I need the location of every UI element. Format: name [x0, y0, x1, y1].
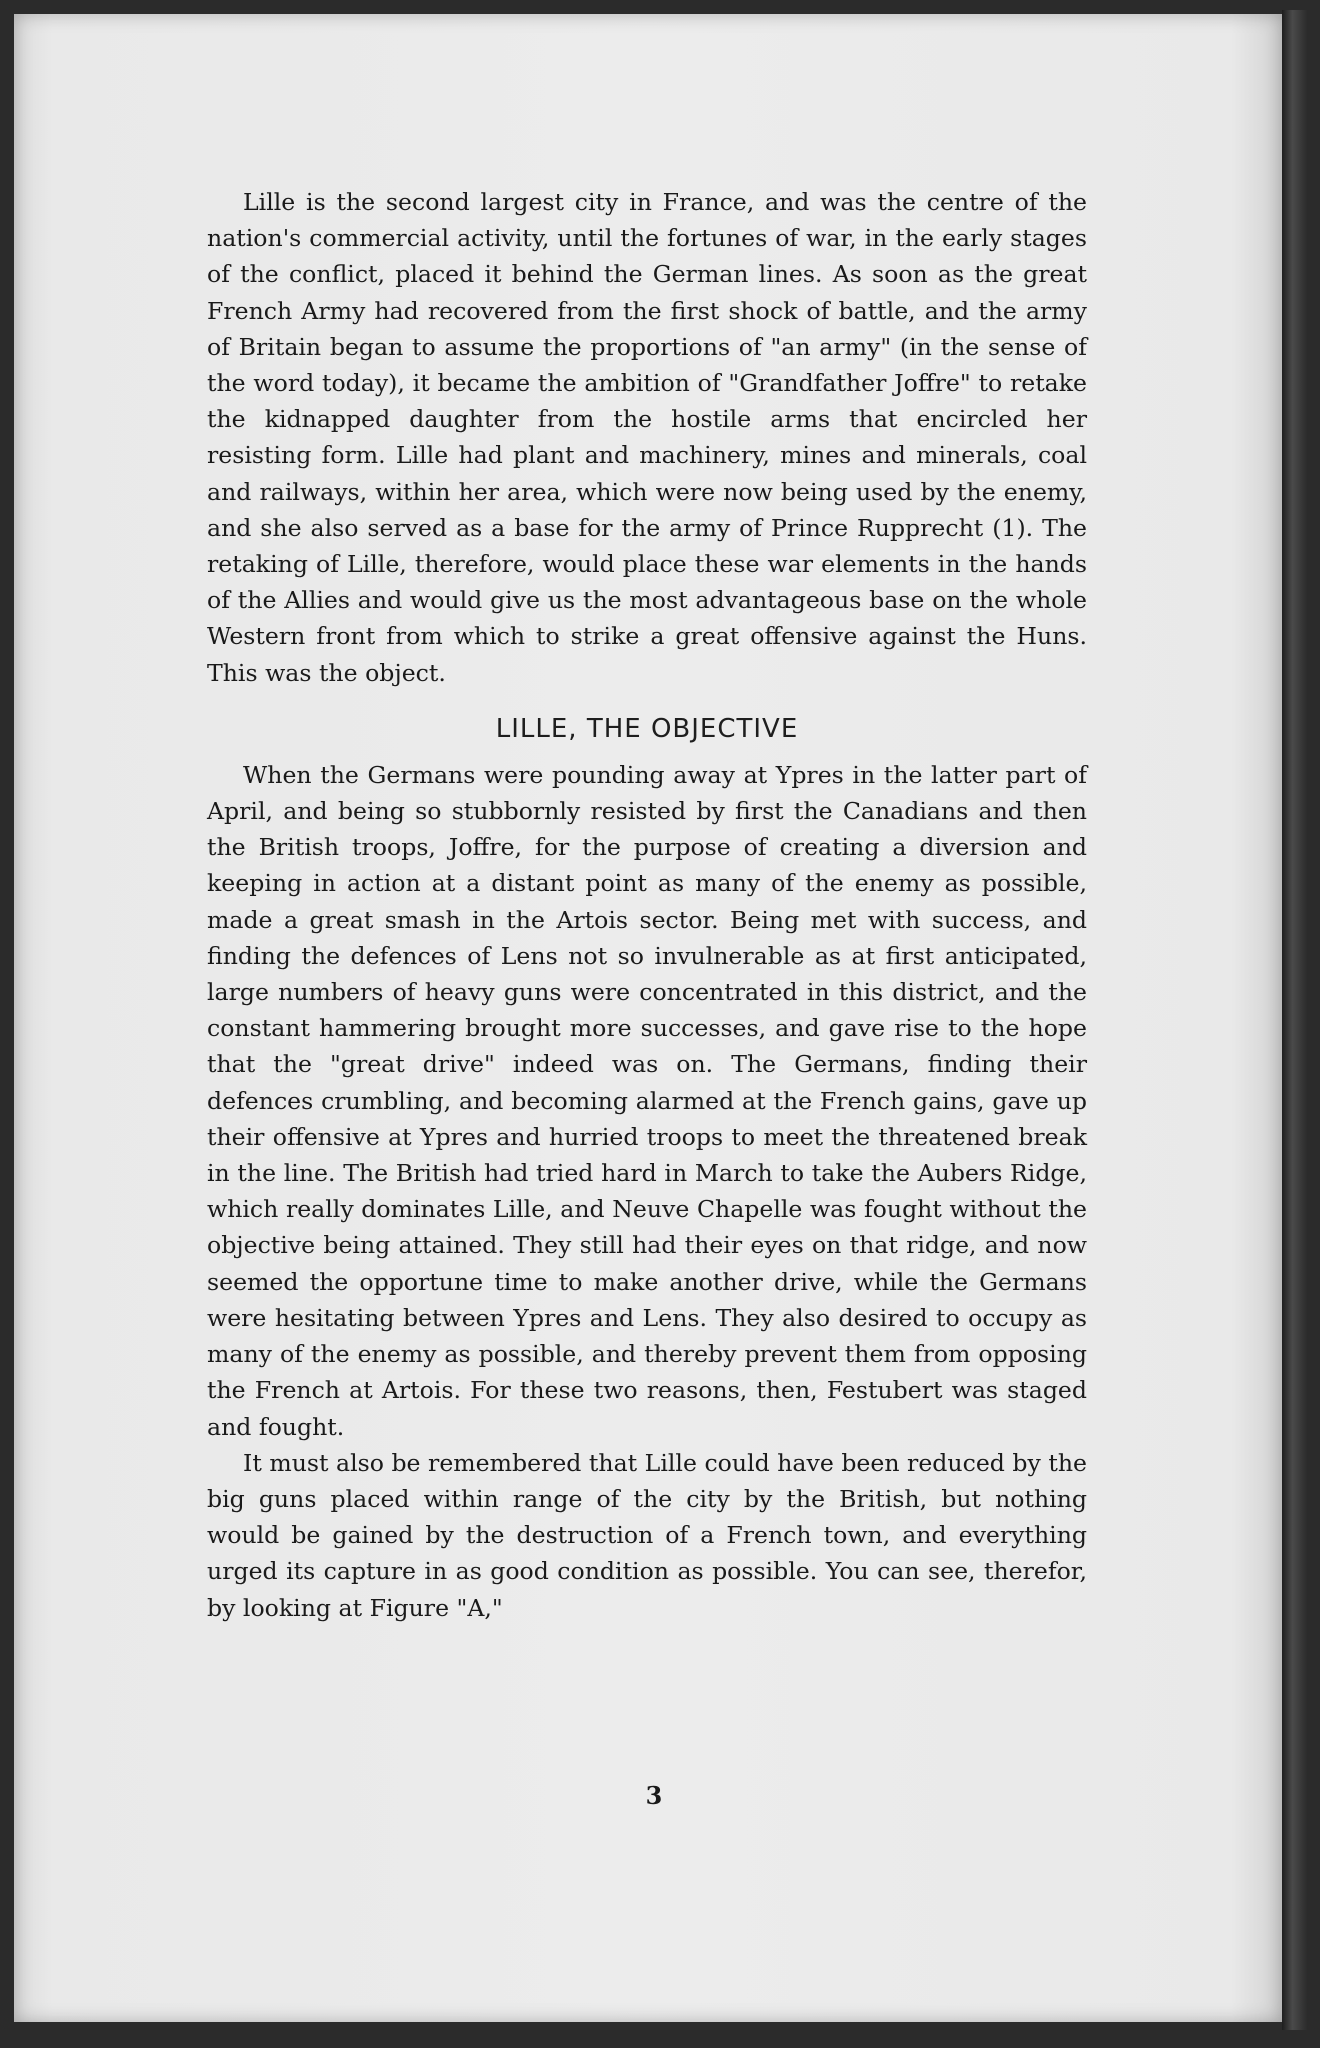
body-text — [207, 184, 1087, 1626]
paragraph-intro: Lille is the second largest city in France, and was the centre of the nation's commercial activity, until the fortunes of war, in the early stages of the conflict, placed it behind the German lines. As soon as the great French Army had recovered from the first shock of battle, and the army of Britain began to assume the proportions of "an army" (in the sense of the word today), it became the ambition of "Grandfather Joffre" to retake the kidnapped daughter from the hostile arms that encircled her resisting form. Lille had plant and machinery, mines and minerals, coal and railways, within her area, which were now being used by the enemy, and she also served as a base for the army of Prince Rupprecht (1). The retaking of Lille, therefore, would place these war elements in the hands of the Allies and would give us the most advantageous base on the whole Western front from which to strike a great offensive against the Huns. This was the object. — [207, 188, 1087, 687]
paragraph-germans: When the Germans were pounding away at Ypres in the latter part of April, and being so stubbornly resisted by first the Canadians and then the British troops, Joffre, for the purpose of creating a diversion and keeping in action at a distant point as many of the enemy as possible, made a great smash in the Artois sector. Being met with success, and finding the defences of Lens not so invulnerable as at first anticipated, large numbers of heavy guns were concentrated in this district, and the constant hammering brought more successes, and gave rise to the hope that the "great drive" indeed was on. The Germans, finding their defences crumbling, and becoming alarmed at the French gains, gave up their offensive at Ypres and hurried troops to meet the threatened break in the line. The British had tried hard in March to take the Aubers Ridge, which really dominates Lille, and Neuve Chapelle was fought without the objective being attained. They still had their eyes on that ridge, and now seemed the opportune time to make another drive, while the Germans were hesitating between Ypres and Lens. They also desired to occupy as many of the enemy as possible, and thereby prevent them from opposing the French at Artois. For these two reasons, then, Festubert was staged and fought. — [207, 760, 1087, 1441]
page-edge — [1282, 10, 1308, 2030]
book-page — [14, 14, 1282, 2022]
page-number: 3 — [645, 1781, 663, 1810]
section-heading: LILLE, THE OBJECTIVE — [495, 713, 799, 744]
paragraph-lille: It must also be remembered that Lille could have been reduced by the big guns placed within range of the city by the British, but nothing would be gained by the destruction of a French town, and everything urged its capture in as good condition as possible. You can see, therefor, by looking at Figure "A," — [207, 1448, 1087, 1622]
